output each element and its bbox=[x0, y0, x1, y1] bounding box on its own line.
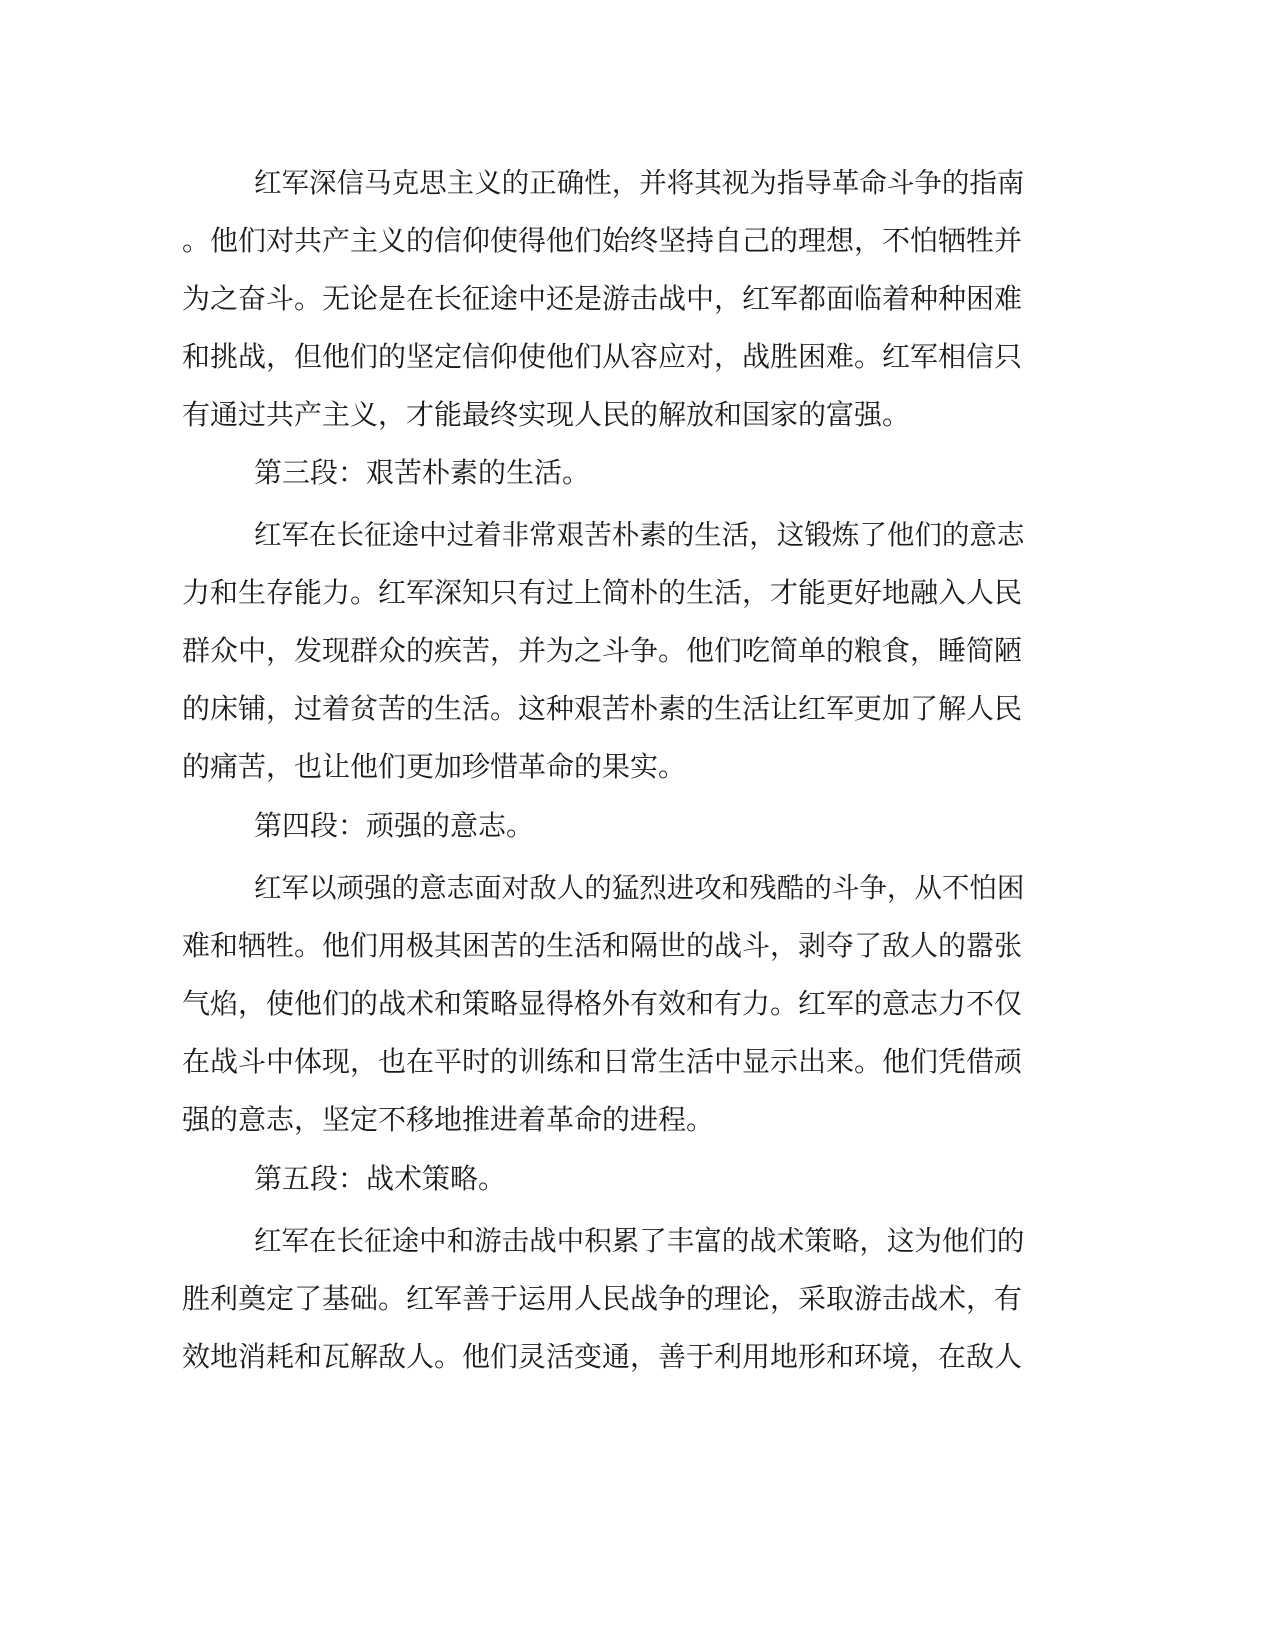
paragraph-line: 为之奋斗。无论是在长征途中还是游击战中，红军都面临着种种困难 bbox=[182, 282, 1023, 315]
paragraph-line: 力和生存能力。红军深知只有过上简朴的生活，才能更好地融入人民 bbox=[182, 576, 1023, 609]
paragraph-line: 的床铺，过着贫苦的生活。这种艰苦朴素的生活让红军更加了解人民 bbox=[182, 692, 1023, 725]
section-heading: 第四段：顽强的意志。 bbox=[254, 809, 535, 842]
paragraph-line: 红军以顽强的意志面对敌人的猛烈进攻和残酷的斗争，从不怕困 bbox=[254, 872, 1025, 904]
paragraph-line: 胜利奠定了基础。红军善于运用人民战争的理论，采取游击战术，有 bbox=[182, 1282, 1023, 1315]
paragraph-line: 有通过共产主义，才能最终实现人民的解放和国家的富强。 bbox=[182, 398, 911, 431]
section-heading: 第三段：艰苦朴素的生活。 bbox=[254, 456, 591, 489]
paragraph-line: 群众中，发现群众的疾苦，并为之斗争。他们吃简单的粮食，睡简陋 bbox=[182, 634, 1023, 667]
section-heading: 第五段：战术策略。 bbox=[254, 1162, 507, 1195]
paragraph-line: 强的意志，坚定不移地推进着革命的进程。 bbox=[182, 1103, 715, 1136]
paragraph-line: 红军在长征途中过着非常艰苦朴素的生活，这锻炼了他们的意志 bbox=[254, 519, 1025, 551]
paragraph-line: 气焰，使他们的战术和策略显得格外有效和有力。红军的意志力不仅 bbox=[182, 987, 1023, 1020]
paragraph-line: 。他们对共产主义的信仰使得他们始终坚持自己的理想，不怕牺牲并 bbox=[182, 224, 1023, 257]
paragraph-line: 的痛苦，也让他们更加珍惜革命的果实。 bbox=[182, 750, 687, 783]
paragraph-line: 和挑战，但他们的坚定信仰使他们从容应对，战胜困难。红军相信只 bbox=[182, 340, 1023, 373]
paragraph-line: 在战斗中体现，也在平时的训练和日常生活中显示出来。他们凭借顽 bbox=[182, 1045, 1023, 1078]
paragraph-line: 效地消耗和瓦解敌人。他们灵活变通，善于利用地形和环境，在敌人 bbox=[182, 1340, 1023, 1373]
paragraph-line: 难和牺牲。他们用极其困苦的生活和隔世的战斗，剥夺了敌人的嚣张 bbox=[182, 929, 1023, 962]
paragraph-line: 红军深信马克思主义的正确性，并将其视为指导革命斗争的指南 bbox=[254, 167, 1025, 199]
paragraph-line: 红军在长征途中和游击战中积累了丰富的战术策略，这为他们的 bbox=[254, 1225, 1025, 1257]
